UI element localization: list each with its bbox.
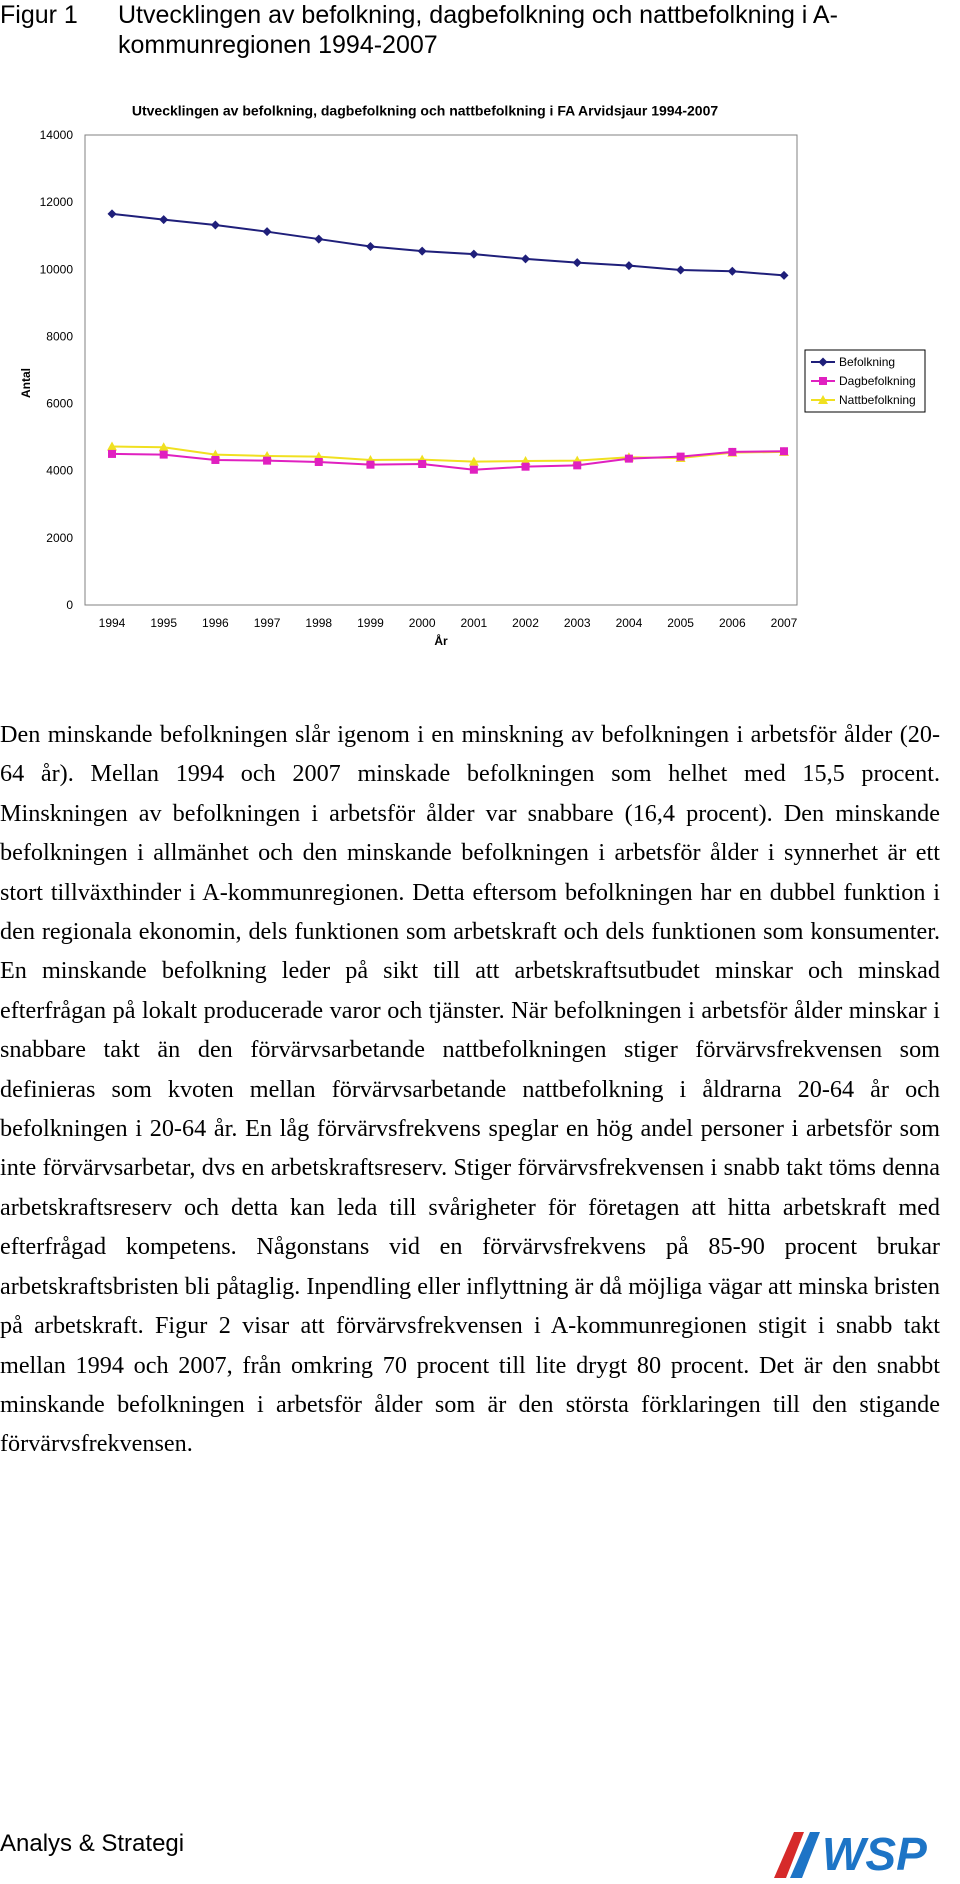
data-point-dagbefolkning [160, 451, 168, 459]
data-point-befolkning [366, 242, 375, 251]
data-point-befolkning [469, 250, 478, 259]
x-tick-label: 2005 [667, 616, 694, 630]
x-tick-label: 2001 [460, 616, 488, 630]
data-point-dagbefolkning [522, 463, 530, 471]
caption-line-2: kommunregionen 1994-2007 [118, 31, 438, 59]
population-line-chart [0, 100, 960, 660]
data-point-befolkning [211, 220, 220, 229]
y-tick-label: 14000 [39, 128, 73, 142]
legend-marker-dagbefolkning [819, 377, 827, 385]
figure-caption [0, 0, 940, 60]
data-point-dagbefolkning [625, 455, 633, 463]
data-point-dagbefolkning [263, 457, 271, 465]
data-point-befolkning [418, 247, 427, 256]
data-point-befolkning [624, 261, 633, 270]
logo-text: WSP [822, 1828, 927, 1880]
caption-text-1: Utvecklingen av befolkning, dagbefolkning och nattbefolkning i A- [118, 1, 838, 29]
y-tick-label: 12000 [39, 195, 73, 210]
data-point-dagbefolkning [366, 461, 374, 469]
data-point-dagbefolkning [728, 448, 736, 456]
x-axis-label: År [434, 634, 448, 648]
data-point-dagbefolkning [211, 456, 219, 464]
data-point-befolkning [780, 271, 789, 280]
x-tick-label: 2002 [512, 616, 539, 630]
y-axis-label: Antal [19, 368, 33, 398]
x-tick-label: 1995 [150, 616, 178, 630]
data-point-befolkning [263, 227, 272, 236]
data-point-dagbefolkning [573, 461, 581, 469]
x-tick-label: 2007 [770, 616, 798, 630]
legend-label-befolkning: Befolkning [839, 355, 896, 369]
legend [805, 350, 925, 412]
x-tick-label: 2006 [718, 616, 746, 630]
series-layer [107, 209, 789, 473]
data-point-dagbefolkning [108, 450, 116, 458]
x-tick-label: 1998 [305, 616, 333, 630]
x-tick-label: 2003 [563, 616, 591, 630]
data-point-befolkning [521, 254, 530, 263]
figure-number: Figur 1 [0, 1, 78, 29]
y-tick-label: 0 [66, 598, 73, 612]
y-axis-ticks [40, 128, 74, 612]
y-tick-label: 10000 [39, 262, 73, 277]
plot-area [85, 135, 797, 605]
y-tick-label: 6000 [46, 396, 73, 411]
x-tick-label: 2000 [408, 616, 436, 630]
data-point-dagbefolkning [418, 460, 426, 468]
x-axis-ticks [99, 616, 798, 630]
data-point-befolkning [676, 265, 685, 274]
x-tick-label: 1994 [98, 616, 126, 630]
data-point-dagbefolkning [780, 447, 788, 455]
y-tick-label: 4000 [46, 463, 73, 478]
data-point-dagbefolkning [677, 453, 685, 461]
x-tick-label: 1999 [357, 616, 384, 630]
data-point-dagbefolkning [470, 466, 478, 474]
legend-label-dagbefolkning: Dagbefolkning [839, 374, 916, 388]
y-tick-label: 2000 [46, 530, 73, 545]
y-tick-label: 8000 [46, 329, 73, 344]
body-paragraph: Den minskande befolkningen slår igenom i en minskning av befolkningen i arbetsför ålder (20-64 år). Mellan 1994 och 2007 minskade befolkningen som helhet med 15,5 procent. Minskningen av befolkningen i arbetsför ålder var snabbare (16,4 procent). Den minskande befolkningen i allmänhet och den minskande befolkningen i arbetsför ålder i synnerhet är ett stort tillväxthinder i A-kommunregionen. Detta eftersom befolkningen har en dubbel funktion i den regionala ekonomin, dels funktionen som arbetskraft och dels funktionen som konsumenter. En minskande befolkning leder på sikt till att arbetskraftsutbudet minskar och minskad efterfrågan på lokalt producerade varor och tjänster. När befolkningen i arbetsför ålder minskar i snabbare takt än den förvärvsarbetande nattbefolkningen stiger förvärvsfrekvensen som definieras som kvoten mellan förvärvsarbetande nattbefolkning i åldrarna 20-64 år och befolkningen i 20-64 år. En låg förvärvsfrekvens speglar en hög andel personer i arbetsför som inte förvärvsarbetar, dvs en arbetskraftsreserv. Stiger förvärvsfrekvensen i snabb takt töms denna arbetskraftsreserv och detta kan leda till svårigheter för företagen att hitta arbetskraft med efterfrågad kompetens. Någonstans vid en förvärvsfrekvens på 85-90 procent brukar arbetskraftsbristen bli påtaglig. Inpendling eller inflyttning är då möjliga vägar att minska bristen på arbetskraft. Figur 2 visar att förvärvsfrekvensen i A-kommunregionen stigit i snabb takt mellan 1994 och 2007, från omkring 70 procent till lite drygt 80 procent. Det är den snabbt minskande befolkningen i arbetsför ålder som är den största förklaringen till den stigande förvärvsfrekvensen. [0, 721, 940, 1458]
data-point-dagbefolkning [315, 458, 323, 466]
data-point-befolkning [573, 258, 582, 267]
data-point-befolkning [728, 267, 737, 276]
data-point-befolkning [108, 209, 117, 218]
data-point-befolkning [314, 235, 323, 244]
x-tick-label: 2004 [615, 616, 643, 630]
caption-line-1 [0, 0, 940, 30]
wsp-logo [770, 1820, 960, 1880]
x-tick-label: 1996 [202, 616, 229, 630]
data-point-befolkning [159, 215, 168, 224]
footer-analys-strategi: Analys & Strategi [0, 1830, 185, 1857]
legend-label-nattbefolkning: Nattbefolkning [839, 393, 916, 407]
x-tick-label: 1997 [253, 616, 281, 630]
chart-title: Utvecklingen av befolkning, dagbefolkning och nattbefolkning i FA Arvidsjaur 1994-2007 [131, 102, 719, 119]
